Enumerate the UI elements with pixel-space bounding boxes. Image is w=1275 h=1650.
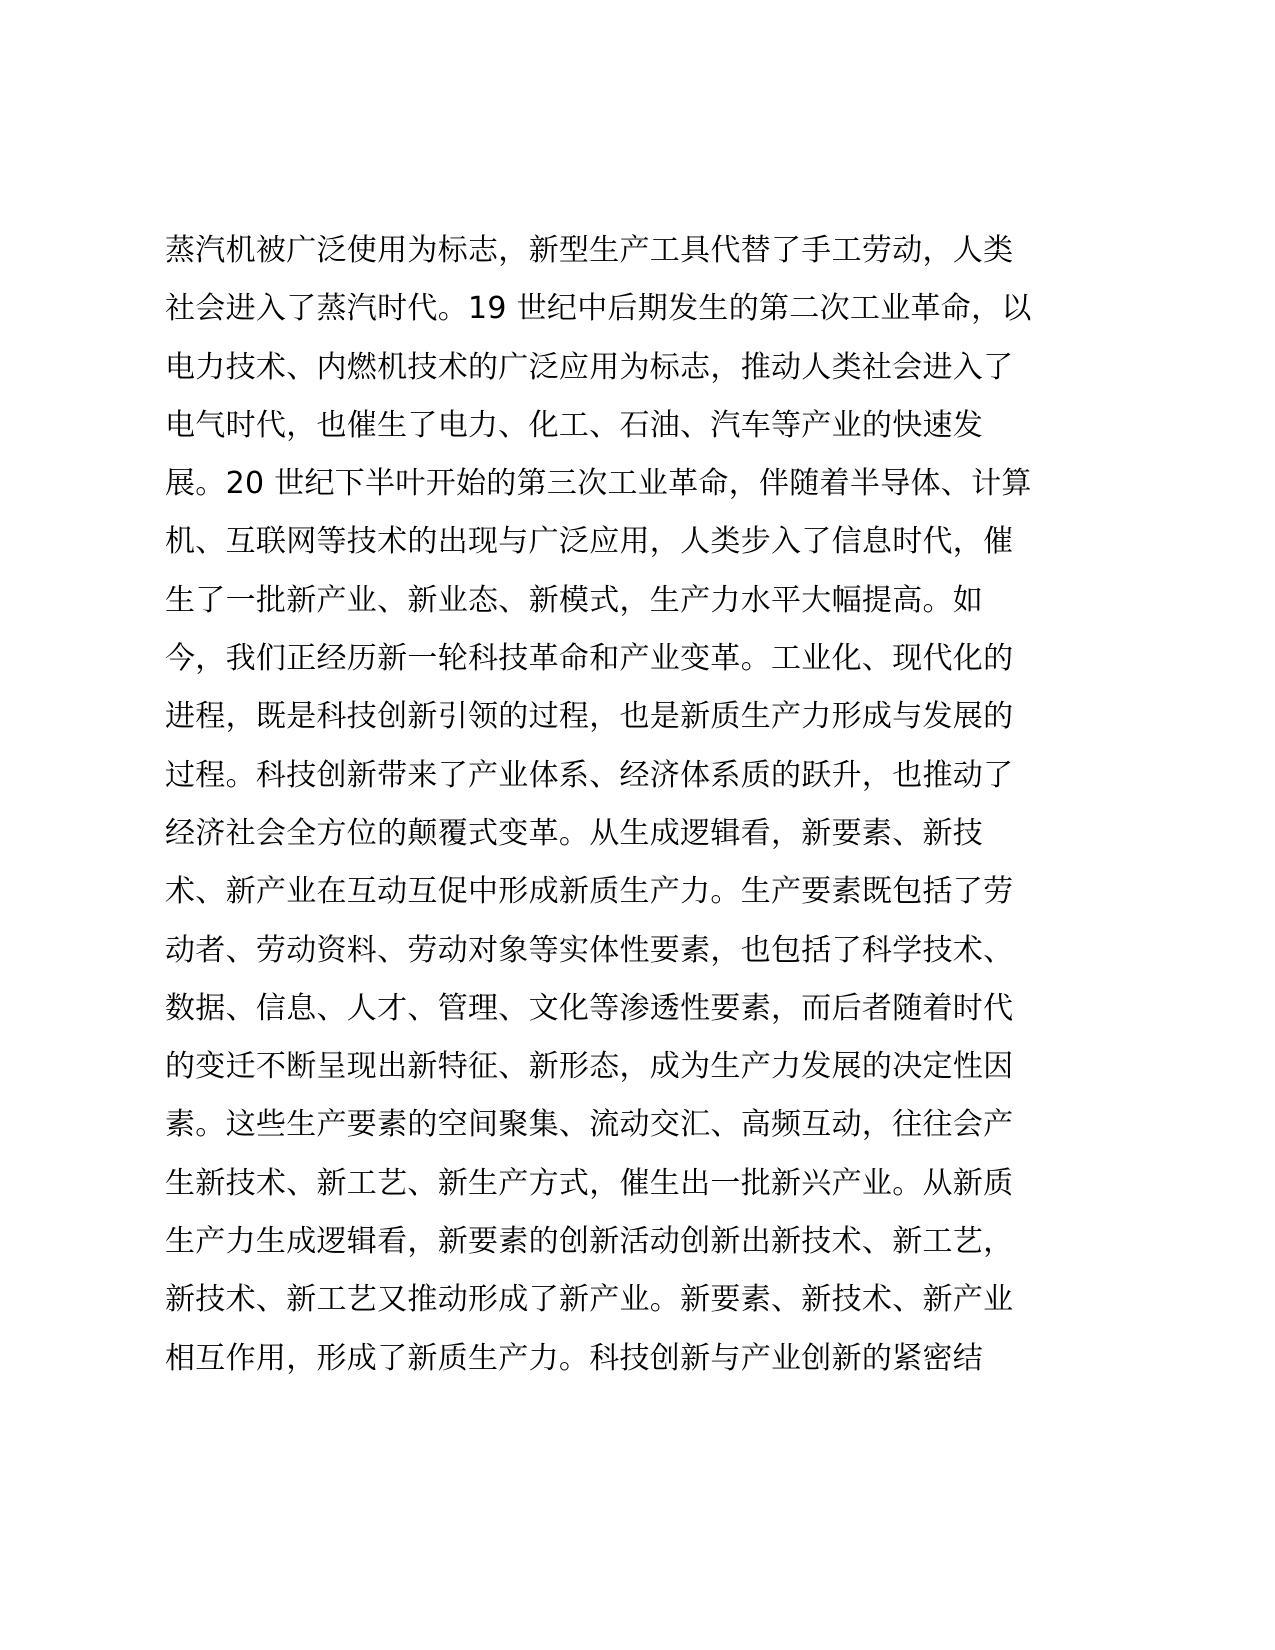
text-line: 生新技术、新工艺、新生产方式，催生出一批新兴产业。从新质	[165, 1165, 1014, 1201]
text-line: 社会进入了蒸汽时代。19 世纪中后期发生的第二次工业革命，以	[165, 291, 1032, 327]
text-line: 电气时代，也催生了电力、化工、石油、汽车等产业的快速发	[165, 407, 984, 443]
text-line: 机、互联网等技术的出现与广泛应用，人类步入了信息时代，催	[165, 524, 1014, 560]
text-line: 新技术、新工艺又推动形成了新产业。新要素、新技术、新产业	[165, 1282, 1014, 1318]
text-line: 素。这些生产要素的空间聚集、流动交汇、高频互动，往往会产	[165, 1107, 1014, 1143]
body-paragraph	[165, 222, 1125, 1388]
text-line: 过程。科技创新带来了产业体系、经济体系质的跃升，也推动了	[165, 757, 1014, 793]
text-line: 进程，既是科技创新引领的过程，也是新质生产力形成与发展的	[165, 699, 1014, 735]
text-line: 动者、劳动资料、劳动对象等实体性要素，也包括了科学技术、	[165, 932, 1014, 968]
text-line: 术、新产业在互动互促中形成新质生产力。生产要素既包括了劳	[165, 874, 1014, 910]
text-line: 经济社会全方位的颠覆式变革。从生成逻辑看，新要素、新技	[165, 815, 984, 851]
text-line: 电力技术、内燃机技术的广泛应用为标志，推动人类社会进入了	[165, 349, 1014, 385]
text-line: 相互作用，形成了新质生产力。科技创新与产业创新的紧密结	[165, 1340, 984, 1376]
text-line: 数据、信息、人才、管理、文化等渗透性要素，而后者随着时代	[165, 990, 1014, 1026]
text-line: 展。20 世纪下半叶开始的第三次工业革命，伴随着半导体、计算	[165, 466, 1032, 502]
text-line: 今，我们正经历新一轮科技革命和产业变革。工业化、现代化的	[165, 641, 1014, 677]
text-line: 的变迁不断呈现出新特征、新形态，成为生产力发展的决定性因	[165, 1049, 1014, 1085]
text-line: 蒸汽机被广泛使用为标志，新型生产工具代替了手工劳动，人类	[165, 233, 1014, 268]
text-line: 生产力生成逻辑看，新要素的创新活动创新出新技术、新工艺，	[165, 1224, 1014, 1260]
text-line: 生了一批新产业、新业态、新模式，生产力水平大幅提高。如	[165, 582, 984, 618]
